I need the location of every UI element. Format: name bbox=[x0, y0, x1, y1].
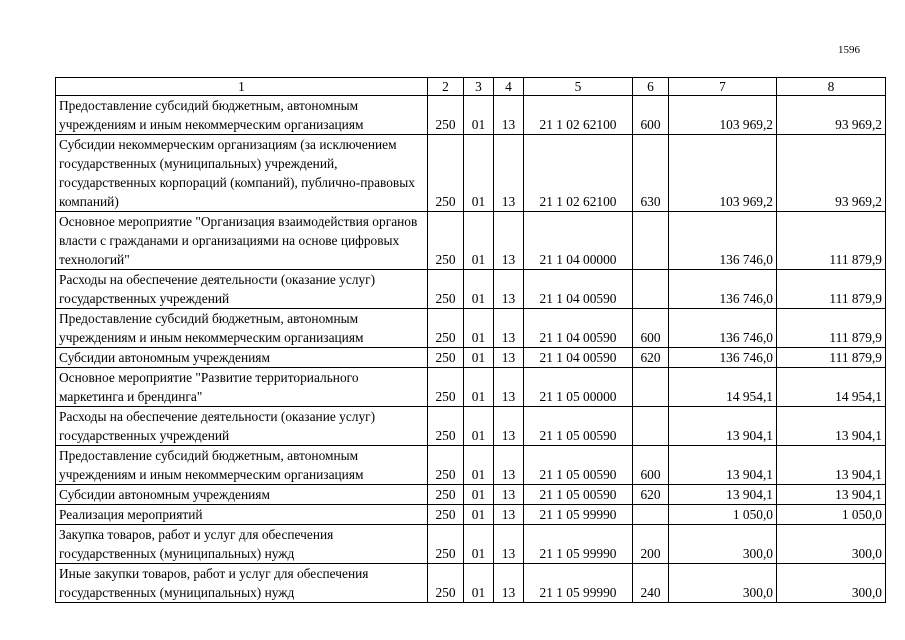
row-target-article: 21 1 02 62100 bbox=[524, 135, 633, 212]
row-amount-2: 300,0 bbox=[777, 564, 886, 603]
row-name: Субсидии автономным учреждениям bbox=[56, 348, 428, 368]
table-row bbox=[56, 309, 886, 348]
table-header-row bbox=[56, 78, 886, 96]
row-subsection: 13 bbox=[494, 270, 524, 309]
table-row bbox=[56, 368, 886, 407]
row-target-article: 21 1 05 99990 bbox=[524, 564, 633, 603]
row-code: 250 bbox=[428, 525, 464, 564]
row-code: 250 bbox=[428, 96, 464, 135]
row-amount-1: 300,0 bbox=[669, 525, 777, 564]
table-row bbox=[56, 135, 886, 212]
row-section: 01 bbox=[464, 407, 494, 446]
row-expense-type bbox=[633, 407, 669, 446]
row-expense-type bbox=[633, 368, 669, 407]
row-amount-2: 13 904,1 bbox=[777, 446, 886, 485]
row-target-article: 21 1 02 62100 bbox=[524, 96, 633, 135]
row-expense-type: 630 bbox=[633, 135, 669, 212]
row-code: 250 bbox=[428, 212, 464, 270]
row-subsection: 13 bbox=[494, 368, 524, 407]
table-row bbox=[56, 212, 886, 270]
column-header: 5 bbox=[524, 78, 633, 96]
column-header: 7 bbox=[669, 78, 777, 96]
table-row bbox=[56, 270, 886, 309]
row-section: 01 bbox=[464, 96, 494, 135]
row-subsection: 13 bbox=[494, 525, 524, 564]
row-amount-1: 136 746,0 bbox=[669, 348, 777, 368]
budget-table bbox=[55, 77, 886, 603]
row-amount-1: 103 969,2 bbox=[669, 96, 777, 135]
row-subsection: 13 bbox=[494, 407, 524, 446]
row-name: Закупка товаров, работ и услуг для обеспечения государственных (муниципальных) нужд bbox=[56, 525, 428, 564]
row-amount-1: 103 969,2 bbox=[669, 135, 777, 212]
row-amount-1: 13 904,1 bbox=[669, 407, 777, 446]
row-expense-type: 620 bbox=[633, 485, 669, 505]
table-row bbox=[56, 348, 886, 368]
row-amount-2: 111 879,9 bbox=[777, 212, 886, 270]
row-amount-1: 136 746,0 bbox=[669, 309, 777, 348]
row-amount-2: 111 879,9 bbox=[777, 348, 886, 368]
row-name: Предоставление субсидий бюджетным, автономным учреждениям и иным некоммерческим организациям bbox=[56, 96, 428, 135]
row-amount-2: 111 879,9 bbox=[777, 309, 886, 348]
row-amount-1: 13 904,1 bbox=[669, 485, 777, 505]
row-target-article: 21 1 05 00000 bbox=[524, 368, 633, 407]
row-section: 01 bbox=[464, 212, 494, 270]
row-amount-1: 1 050,0 bbox=[669, 505, 777, 525]
page-number: 1596 bbox=[838, 44, 860, 56]
row-section: 01 bbox=[464, 270, 494, 309]
row-subsection: 13 bbox=[494, 446, 524, 485]
row-amount-1: 14 954,1 bbox=[669, 368, 777, 407]
row-code: 250 bbox=[428, 348, 464, 368]
row-amount-2: 111 879,9 bbox=[777, 270, 886, 309]
row-name: Основное мероприятие "Развитие территориального маркетинга и брендинга" bbox=[56, 368, 428, 407]
table-row bbox=[56, 96, 886, 135]
row-name: Субсидии автономным учреждениям bbox=[56, 485, 428, 505]
table-row bbox=[56, 564, 886, 603]
row-amount-2: 93 969,2 bbox=[777, 135, 886, 212]
row-target-article: 21 1 05 00590 bbox=[524, 407, 633, 446]
row-name: Реализация мероприятий bbox=[56, 505, 428, 525]
row-amount-2: 14 954,1 bbox=[777, 368, 886, 407]
row-target-article: 21 1 05 00590 bbox=[524, 485, 633, 505]
row-target-article: 21 1 05 99990 bbox=[524, 525, 633, 564]
row-amount-2: 93 969,2 bbox=[777, 96, 886, 135]
row-expense-type: 600 bbox=[633, 446, 669, 485]
row-amount-1: 13 904,1 bbox=[669, 446, 777, 485]
row-section: 01 bbox=[464, 348, 494, 368]
row-code: 250 bbox=[428, 309, 464, 348]
row-amount-2: 13 904,1 bbox=[777, 485, 886, 505]
row-expense-type bbox=[633, 212, 669, 270]
row-subsection: 13 bbox=[494, 309, 524, 348]
row-expense-type: 240 bbox=[633, 564, 669, 603]
row-code: 250 bbox=[428, 368, 464, 407]
column-header: 8 bbox=[777, 78, 886, 96]
row-code: 250 bbox=[428, 407, 464, 446]
row-amount-2: 13 904,1 bbox=[777, 407, 886, 446]
row-subsection: 13 bbox=[494, 96, 524, 135]
row-name: Субсидии некоммерческим организациям (за исключением государственных (муниципальных) учреждений, государственных корпораций (компаний), публично-правовых компаний) bbox=[56, 135, 428, 212]
row-section: 01 bbox=[464, 525, 494, 564]
column-header: 3 bbox=[464, 78, 494, 96]
row-amount-1: 300,0 bbox=[669, 564, 777, 603]
row-code: 250 bbox=[428, 446, 464, 485]
column-header: 4 bbox=[494, 78, 524, 96]
row-name: Основное мероприятие "Организация взаимодействия органов власти с гражданами и организациями на основе цифровых технологий" bbox=[56, 212, 428, 270]
row-section: 01 bbox=[464, 368, 494, 407]
row-expense-type: 600 bbox=[633, 309, 669, 348]
row-code: 250 bbox=[428, 505, 464, 525]
row-subsection: 13 bbox=[494, 135, 524, 212]
row-code: 250 bbox=[428, 564, 464, 603]
row-amount-2: 300,0 bbox=[777, 525, 886, 564]
column-header: 1 bbox=[56, 78, 428, 96]
row-amount-1: 136 746,0 bbox=[669, 212, 777, 270]
row-expense-type bbox=[633, 270, 669, 309]
row-target-article: 21 1 04 00590 bbox=[524, 348, 633, 368]
row-amount-1: 136 746,0 bbox=[669, 270, 777, 309]
row-section: 01 bbox=[464, 564, 494, 603]
row-expense-type: 200 bbox=[633, 525, 669, 564]
row-section: 01 bbox=[464, 309, 494, 348]
row-code: 250 bbox=[428, 485, 464, 505]
table-body bbox=[56, 78, 886, 603]
row-amount-2: 1 050,0 bbox=[777, 505, 886, 525]
row-expense-type: 600 bbox=[633, 96, 669, 135]
row-name: Предоставление субсидий бюджетным, автономным учреждениям и иным некоммерческим организациям bbox=[56, 446, 428, 485]
column-header: 6 bbox=[633, 78, 669, 96]
row-section: 01 bbox=[464, 505, 494, 525]
row-code: 250 bbox=[428, 270, 464, 309]
row-subsection: 13 bbox=[494, 348, 524, 368]
table-row bbox=[56, 407, 886, 446]
row-target-article: 21 1 05 99990 bbox=[524, 505, 633, 525]
row-target-article: 21 1 04 00590 bbox=[524, 270, 633, 309]
row-expense-type bbox=[633, 505, 669, 525]
row-name: Расходы на обеспечение деятельности (оказание услуг) государственных учреждений bbox=[56, 407, 428, 446]
table-row bbox=[56, 446, 886, 485]
row-section: 01 bbox=[464, 135, 494, 212]
column-header: 2 bbox=[428, 78, 464, 96]
row-name: Иные закупки товаров, работ и услуг для обеспечения государственных (муниципальных) нужд bbox=[56, 564, 428, 603]
row-expense-type: 620 bbox=[633, 348, 669, 368]
row-target-article: 21 1 04 00000 bbox=[524, 212, 633, 270]
row-subsection: 13 bbox=[494, 212, 524, 270]
row-target-article: 21 1 05 00590 bbox=[524, 446, 633, 485]
row-name: Расходы на обеспечение деятельности (оказание услуг) государственных учреждений bbox=[56, 270, 428, 309]
row-subsection: 13 bbox=[494, 485, 524, 505]
row-name: Предоставление субсидий бюджетным, автономным учреждениям и иным некоммерческим организациям bbox=[56, 309, 428, 348]
row-section: 01 bbox=[464, 485, 494, 505]
table-row bbox=[56, 485, 886, 505]
table-row bbox=[56, 505, 886, 525]
row-target-article: 21 1 04 00590 bbox=[524, 309, 633, 348]
table-row bbox=[56, 525, 886, 564]
row-subsection: 13 bbox=[494, 505, 524, 525]
row-code: 250 bbox=[428, 135, 464, 212]
row-subsection: 13 bbox=[494, 564, 524, 603]
row-section: 01 bbox=[464, 446, 494, 485]
